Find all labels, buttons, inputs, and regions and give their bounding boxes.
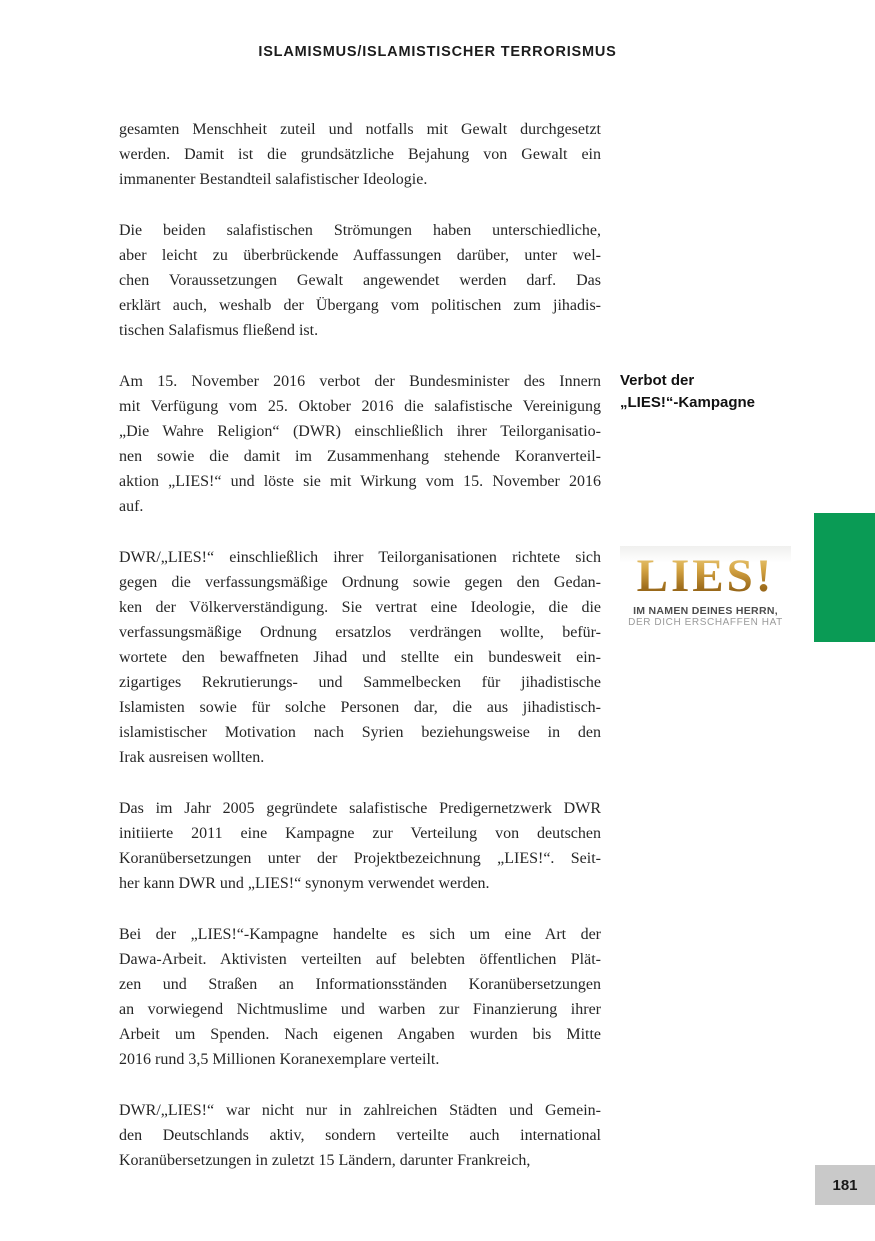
- text-line: den Deutschlands aktiv, sondern verteilte auch international: [119, 1127, 601, 1144]
- text-line: Die beiden salafistischen Strömungen haben unterschiedliche,: [119, 222, 601, 239]
- page-number-box: [815, 1165, 875, 1205]
- text-line: Arbeit um Spenden. Nach eigenen Angaben wurden bis Mitte: [119, 1026, 601, 1043]
- paragraph: [119, 218, 601, 343]
- text-line: her kann DWR und „LIES!“ synonym verwendet werden.: [119, 875, 490, 892]
- running-head: ISLAMISMUS/ISLAMISTISCHER TERRORISMUS: [258, 44, 617, 60]
- text-line: DWR/„LIES!“ einschließlich ihrer Teilorganisationen richtete sich: [119, 549, 601, 566]
- text-line: zen und Straßen an Informationsständen Koranübersetzungen: [119, 976, 601, 993]
- text-line: auf.: [119, 498, 144, 515]
- chapter-tab-marker: [814, 513, 875, 642]
- paragraph: [119, 922, 601, 1072]
- text-line: DWR/„LIES!“ war nicht nur in zahlreichen Städten und Gemein-: [119, 1102, 601, 1119]
- text-line: zigartiges Rekrutierungs- und Sammelbecken für jihadistische: [119, 674, 601, 691]
- text-line: immanenter Bestandteil salafistischer Ideologie.: [119, 171, 428, 188]
- text-line: mit Verfügung vom 25. Oktober 2016 die salafistische Vereinigung: [119, 398, 601, 415]
- text-line: aktion „LIES!“ und löste sie mit Wirkung vom 15. November 2016: [119, 473, 601, 490]
- text-line: aber leicht zu überbrückende Auffassungen darüber, unter wel-: [119, 247, 601, 264]
- text-line: chen Voraussetzungen Gewalt angewendet werden darf. Das: [119, 272, 601, 289]
- text-line: „Die Wahre Religion“ (DWR) einschließlich ihrer Teilorganisatio-: [119, 423, 601, 440]
- lies-logo-title: LIES!: [636, 550, 775, 602]
- paragraph: [119, 117, 601, 192]
- paragraph: [119, 545, 601, 770]
- text-line: Das im Jahr 2005 gegründete salafistische Predigernetzwerk DWR: [119, 800, 601, 817]
- text-line: 2016 rund 3,5 Millionen Koranexemplare verteilt.: [119, 1051, 440, 1068]
- text-line: initiierte 2011 eine Kampagne zur Verteilung von deutschen: [119, 825, 601, 842]
- text-line: werden. Damit ist die grundsätzliche Bejahung von Gewalt ein: [119, 146, 601, 163]
- text-line: gesamten Menschheit zuteil und notfalls mit Gewalt durchgesetzt: [119, 121, 601, 138]
- text-line: Koranübersetzungen in zuletzt 15 Ländern, darunter Frankreich,: [119, 1152, 531, 1169]
- margin-note-line: „LIES!“-Kampagne: [620, 393, 756, 411]
- paragraph: [119, 1098, 601, 1173]
- text-line: ken der Völkerverständigung. Sie vertrat eine Ideologie, die die: [119, 599, 601, 616]
- text-line: Am 15. November 2016 verbot der Bundesminister des Innern: [119, 373, 601, 390]
- text-line: erklärt auch, weshalb der Übergang vom politischen zum jihadis-: [119, 297, 601, 314]
- text-line: an vorwiegend Nichtmuslime und warben zur Finanzierung ihrer: [119, 1001, 601, 1018]
- paragraph: [119, 796, 601, 896]
- margin-note: [620, 370, 820, 413]
- body-paragraphs: [119, 117, 601, 1199]
- lies-logo-subtitle-line2: DER DICH ERSCHAFFEN HAT: [628, 617, 783, 628]
- lies-campaign-logo-image: [620, 546, 791, 638]
- text-line: Koranübersetzungen unter der Projektbezeichnung „LIES!“. Seit-: [119, 850, 601, 867]
- page-number: 181: [832, 1176, 858, 1194]
- text-line: Islamisten sowie für solche Personen dar, die aus jihadistisch-: [119, 699, 601, 716]
- paragraph: [119, 369, 601, 519]
- text-line: Dawa-Arbeit. Aktivisten verteilten auf belebten öffentlichen Plät-: [119, 951, 601, 968]
- text-line: Bei der „LIES!“-Kampagne handelte es sich um eine Art der: [119, 926, 601, 943]
- text-line: islamistischer Motivation nach Syrien beziehungsweise in den: [119, 724, 601, 741]
- lies-logo-subtitle-line1: IM NAMEN DEINES HERRN,: [633, 605, 778, 617]
- text-line: gegen die verfassungsmäßige Ordnung sowie gegen den Gedan-: [119, 574, 601, 591]
- text-line: Irak ausreisen wollten.: [119, 749, 265, 766]
- text-line: verfassungsmäßige Ordnung ersatzlos verdrängen wollte, befür-: [119, 624, 601, 641]
- text-line: wortete den bewaffneten Jihad und stellte ein bundesweit ein-: [119, 649, 601, 666]
- text-line: tischen Salafismus fließend ist.: [119, 322, 319, 339]
- margin-note-line: Verbot der: [620, 372, 695, 389]
- text-line: nen sowie die damit im Zusammenhang stehende Koranverteil-: [119, 448, 601, 465]
